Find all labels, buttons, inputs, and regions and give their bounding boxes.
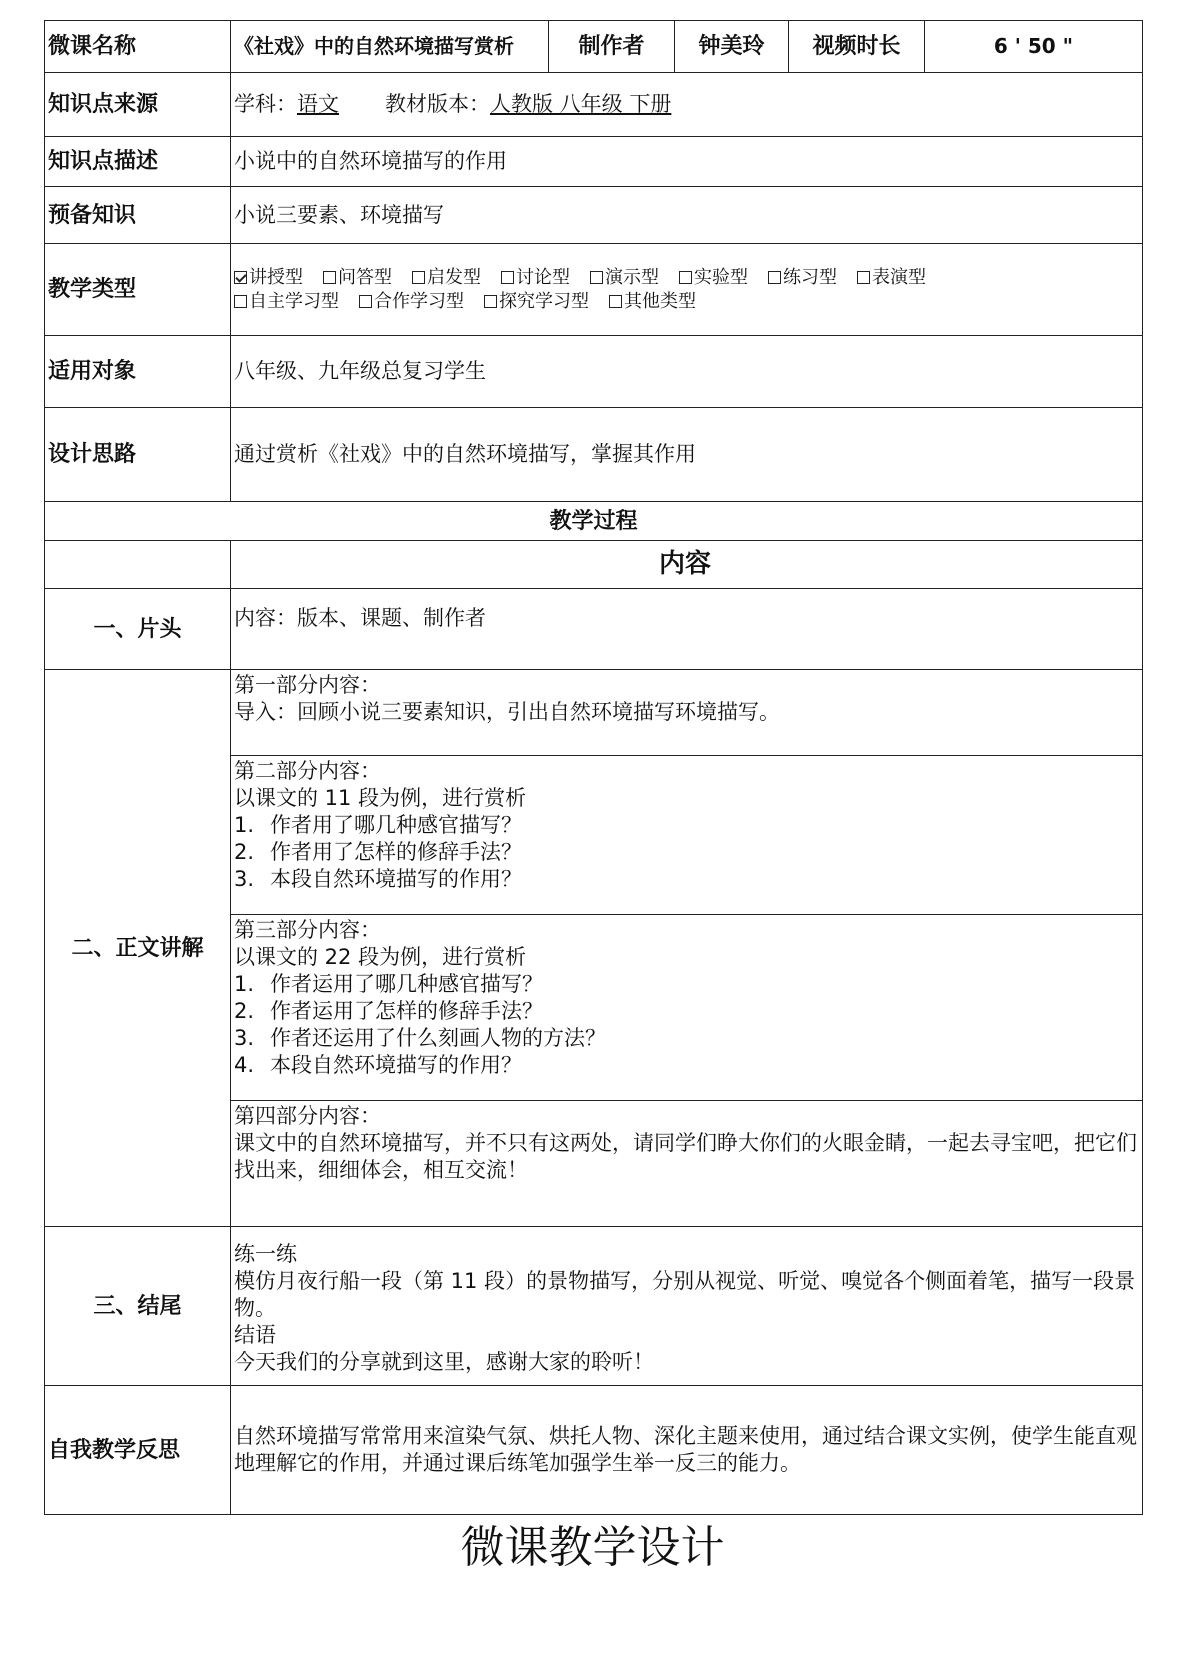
row-description [45,137,1143,187]
teaching-type-option-label: 讲授型 [249,266,303,288]
practice-title: 练一练 [234,1242,297,1266]
teaching-type-option[interactable] [323,267,392,288]
section-2-name: 二、正文讲解 [45,670,231,1227]
section-3-name: 三、结尾 [45,1227,231,1386]
teaching-type-option-label: 自主学习型 [249,290,339,312]
row-section-2-part-1 [45,670,1143,756]
part-4-text: 课文中的自然环境描写，并不只有这两处，请同学们睁大你们的火眼金睛，一起去寻宝吧，把它们找出来，细细体会，相互交流！ [234,1131,1137,1182]
prior-knowledge-label: 预备知识 [45,187,231,244]
source-label: 知识点来源 [45,73,231,137]
teaching-type-label: 教学类型 [45,244,231,336]
part-1-title: 第一部分内容： [234,673,381,697]
teaching-type-option-label: 演示型 [605,266,659,288]
row-course [45,21,1143,73]
row-section-3 [45,1227,1143,1386]
row-section-1 [45,589,1143,670]
teaching-type-line-2 [234,290,1139,314]
row-teaching-type [45,244,1143,336]
checkbox-icon[interactable] [234,295,247,308]
checkbox-icon[interactable] [609,295,622,308]
teaching-type-option[interactable] [234,291,339,312]
teaching-type-option[interactable] [609,291,696,312]
list-item: 3. 作者还运用了什么刻画人物的方法？ [234,1026,606,1050]
teaching-type-option[interactable] [234,267,303,288]
checkbox-icon[interactable] [359,295,372,308]
subject-value: 语文 [297,92,339,116]
course-name-label: 微课名称 [45,21,231,73]
target-label: 适用对象 [45,336,231,408]
checkbox-icon[interactable] [768,271,781,284]
lesson-design-sheet [44,20,1142,1515]
row-source [45,73,1143,137]
checkbox-icon[interactable] [590,271,603,284]
teaching-type-option[interactable] [590,267,659,288]
duration-value: 6 ' 50 " [925,21,1143,73]
closing-title: 结语 [234,1323,276,1347]
list-item: 1. 作者运用了哪几种感官描写？ [234,972,543,996]
teaching-type-options [231,244,1143,336]
duration-label: 视频时长 [789,21,925,73]
part-3-intro: 以课文的 22 段为例，进行赏析 [234,945,527,969]
course-title: 《社戏》中的自然环境描写赏析 [231,21,549,73]
teaching-type-option[interactable] [768,267,837,288]
teaching-type-option[interactable] [412,267,481,288]
author-label: 制作者 [549,21,675,73]
content-header-blank [45,541,231,589]
teaching-type-option[interactable] [857,267,926,288]
description-value: 小说中的自然环境描写的作用 [231,137,1143,187]
reflection-text: 自然环境描写常常用来渲染气氛、烘托人物、深化主题来使用，通过结合课文实例，使学生能直观地理解它的作用，并通过课后练笔加强学生举一反三的能力。 [231,1386,1143,1515]
document-title: 微课教学设计 [460,1522,725,1573]
row-content-header [45,541,1143,589]
teaching-type-option-label: 表演型 [872,266,926,288]
section-1-name: 一、片头 [45,589,231,670]
list-item: 2. 作者运用了怎样的修辞手法？ [234,999,543,1023]
teaching-type-option[interactable] [679,267,748,288]
part-4-title: 第四部分内容： [234,1104,381,1128]
row-target [45,336,1143,408]
list-item: 3. 本段自然环境描写的作用？ [234,867,522,891]
part-1-line: 导入：回顾小说三要素知识，引出自然环境描写环境描写。 [234,700,780,724]
target-value: 八年级、九年级总复习学生 [231,336,1143,408]
checkbox-icon[interactable] [484,295,497,308]
checked-box-icon[interactable] [234,271,247,284]
lesson-design-table [44,20,1143,1515]
part-2-intro: 以课文的 11 段为例，进行赏析 [234,786,527,810]
list-item: 1. 作者用了哪几种感官描写？ [234,813,522,837]
content-header: 内容 [231,541,1143,589]
edition-label: 教材版本： [385,92,490,116]
source-value [231,73,1143,137]
closing-text: 今天我们的分享就到这里，感谢大家的聆听！ [234,1350,654,1374]
teaching-type-option[interactable] [501,267,570,288]
row-process-header [45,502,1143,541]
checkbox-icon[interactable] [501,271,514,284]
row-design-idea [45,408,1143,502]
subject-label: 学科： [234,92,297,116]
row-reflection [45,1386,1143,1515]
checkbox-icon[interactable] [679,271,692,284]
teaching-type-option-label: 其他类型 [624,290,696,312]
teaching-type-option-label: 探究学习型 [499,290,589,312]
section-2-part-1 [231,670,1143,756]
design-idea-label: 设计思路 [45,408,231,502]
part-2-title: 第二部分内容： [234,759,381,783]
teaching-type-option-label: 问答型 [338,266,392,288]
checkbox-icon[interactable] [412,271,425,284]
section-2-part-4 [231,1101,1143,1227]
edition-value: 人教版 八年级 下册 [490,92,672,116]
process-header: 教学过程 [45,502,1143,541]
teaching-type-option-label: 讨论型 [516,266,570,288]
section-2-part-3 [231,915,1143,1101]
teaching-type-option[interactable] [484,291,589,312]
teaching-type-line-1 [234,266,1139,290]
section-1-content: 内容：版本、课题、制作者 [231,589,1143,670]
author-name: 钟美玲 [675,21,789,73]
section-3-content [231,1227,1143,1386]
part-3-title: 第三部分内容： [234,918,381,942]
teaching-type-option-label: 练习型 [783,266,837,288]
checkbox-icon[interactable] [323,271,336,284]
design-idea-value: 通过赏析《社戏》中的自然环境描写，掌握其作用 [231,408,1143,502]
prior-knowledge-value: 小说三要素、环境描写 [231,187,1143,244]
teaching-type-option[interactable] [359,291,464,312]
row-prior-knowledge [45,187,1143,244]
section-2-part-2 [231,756,1143,915]
checkbox-icon[interactable] [857,271,870,284]
teaching-type-option-label: 实验型 [694,266,748,288]
practice-text: 模仿月夜行船一段（第 11 段）的景物描写，分别从视觉、听觉、嗅觉各个侧面着笔，描写一段景物。 [234,1269,1136,1320]
reflection-label: 自我教学反思 [45,1386,231,1515]
list-item: 4. 本段自然环境描写的作用？ [234,1053,522,1077]
teaching-type-option-label: 合作学习型 [374,290,464,312]
list-item: 2. 作者用了怎样的修辞手法？ [234,840,522,864]
description-label: 知识点描述 [45,137,231,187]
teaching-type-option-label: 启发型 [427,266,481,288]
